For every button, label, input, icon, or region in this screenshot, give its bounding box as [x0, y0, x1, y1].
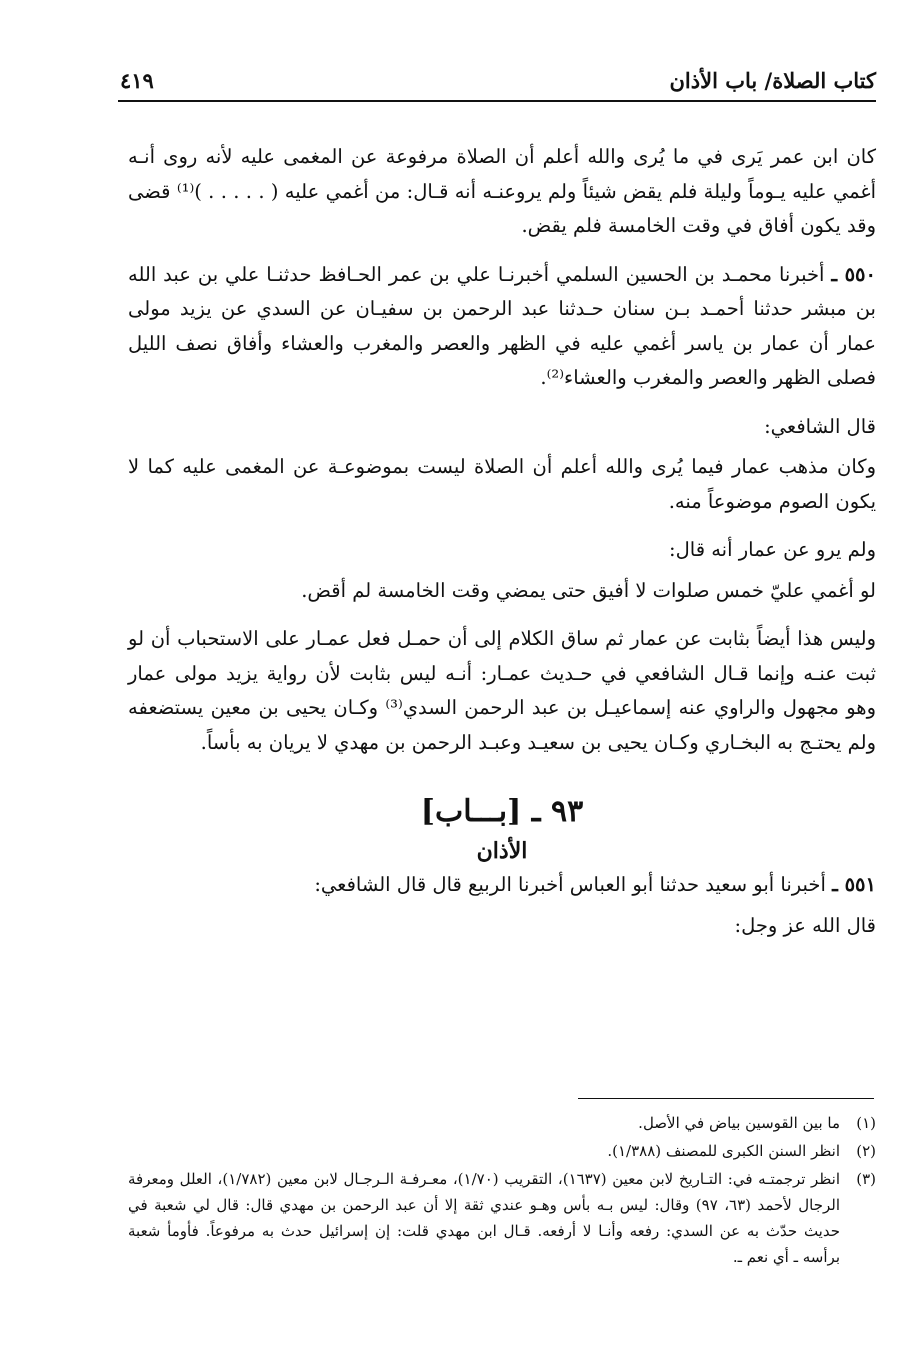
footnote-number: (٢) [856, 1142, 876, 1160]
paragraph: وكان مذهب عمار فيما يُرى والله أعلم أن الصلاة ليست بموضوعـة عن المغمى عليه كما لا يكون الصوم موضوعاً منه. [128, 455, 876, 513]
paragraph-text: أخبرنا أبو سعيد حدثنا أبو العباس أخبرنا الربيع قال قال الشافعي: [314, 873, 826, 896]
footnote [128, 1166, 876, 1270]
page-number: ٤١٩ [120, 68, 154, 93]
footnote-number: (٣) [856, 1170, 876, 1188]
paragraph: لو أغمي عليّ خمس صلوات لا أفيق حتى يمضي وقت الخامسة لم أقض. [301, 578, 876, 602]
footnotes [128, 1110, 876, 1272]
paragraph-text: أخبرنا محمـد بن الحسين السلمي أخبرنـا علي بن عمر الحـافظ حدثنـا علي بن عبد الله بن مبشر حدثنا أحمـد بـن سنان حـدثنا عبد الرحمن بن سفيـان عن السدي عن يزيد مولى عمار أن عمار بن ياسر أغمي عليه في الظهر والعصر والمغرب والعشاء وأفاق نصف الليل فصلى الظهر والعصر والمغرب والعشاء⁽²⁾. [128, 262, 876, 389]
footnote [128, 1138, 876, 1164]
hadith-number: ٥٥٠ ـ [831, 262, 876, 286]
chapter-number-heading: ٩٣ ـ [بـــاب] [420, 794, 584, 829]
paragraph: وليس هذا أيضاً بثابت عن عمار ثم ساق الكلام إلى أن حمـل فعل عمـار على الاستحباب أن لو ثبت عنـه وإنما قـال الشافعي في حـديث عمـار: أنـه ليس بثابت لأن رواية يزيد مولى عمار وهو مجهول والراوي عنه إسماعيـل بن عبد الرحمن السدي⁽³⁾ وكـان يحيى بن معين يستضعفه ولم يحتـج به البخـاري وكـان يحيى بن سعيـد وعبـد الرحمن بن مهدي لا يريان به بأساً. [128, 627, 877, 754]
footnote-text: انظر السنن الكبرى للمصنف (١/٣٨٨). [607, 1142, 840, 1160]
paragraph: ولم يرو عن عمار أنه قال: [669, 538, 876, 561]
paragraph-551 [128, 868, 876, 903]
footnote-number: (١) [856, 1114, 876, 1132]
main-text [128, 140, 876, 957]
footnote-text: ما بين القوسين بياض في الأصل. [638, 1114, 840, 1132]
footnote-divider [578, 1098, 874, 1099]
running-header [118, 60, 876, 102]
paragraph: قال الشافعي: [764, 414, 876, 438]
paragraph: كان ابن عمر يَرى في ما يُرى والله أعلم أن الصلاة مرفوعة عن المغمى عليه لأنه روى أنـه أغمي عليه يـوماً وليلة فلم يقض شيئاً ولم يروعنـه أنه قـال: من أغمي عليه ( . . . . . )⁽¹⁾ قضى وقد يكون أفاق في وقت الخامسة فلم يقض. [128, 145, 876, 237]
running-title: كتاب الصلاة/ باب الأذان [669, 68, 876, 93]
paragraph-550 [128, 258, 876, 396]
chapter-title: الأذان [476, 838, 528, 864]
footnote-text: انظر ترجمتـه في: التـاريخ لابن معين (١٦٣٧)، التقريب (١/٧٠)، معـرفـة الـرجـال لابن معين (١/٧٨٢)، العلل ومعرفة الرجال لأحمد (٦٣، ٩٧) وقال: ليس بـه بأس وهـو عندي ثقة إلا أن عبد الرحمن بن مهدي قال: قال لي شعبة في حديث حدّث به عن السدي: رفعه وأنـا لا أرفعه. قـال ابن مهدي قلت: إن إسرائيل حدث به مرفوعاً. فأومأ شعبة برأسه ـ أي نعم ـ. [128, 1170, 840, 1266]
paragraph: قال الله عز وجل: [734, 913, 876, 937]
hadith-number: ٥٥١ ـ [832, 873, 876, 896]
chapter-heading [128, 790, 876, 868]
footnote [128, 1110, 876, 1136]
